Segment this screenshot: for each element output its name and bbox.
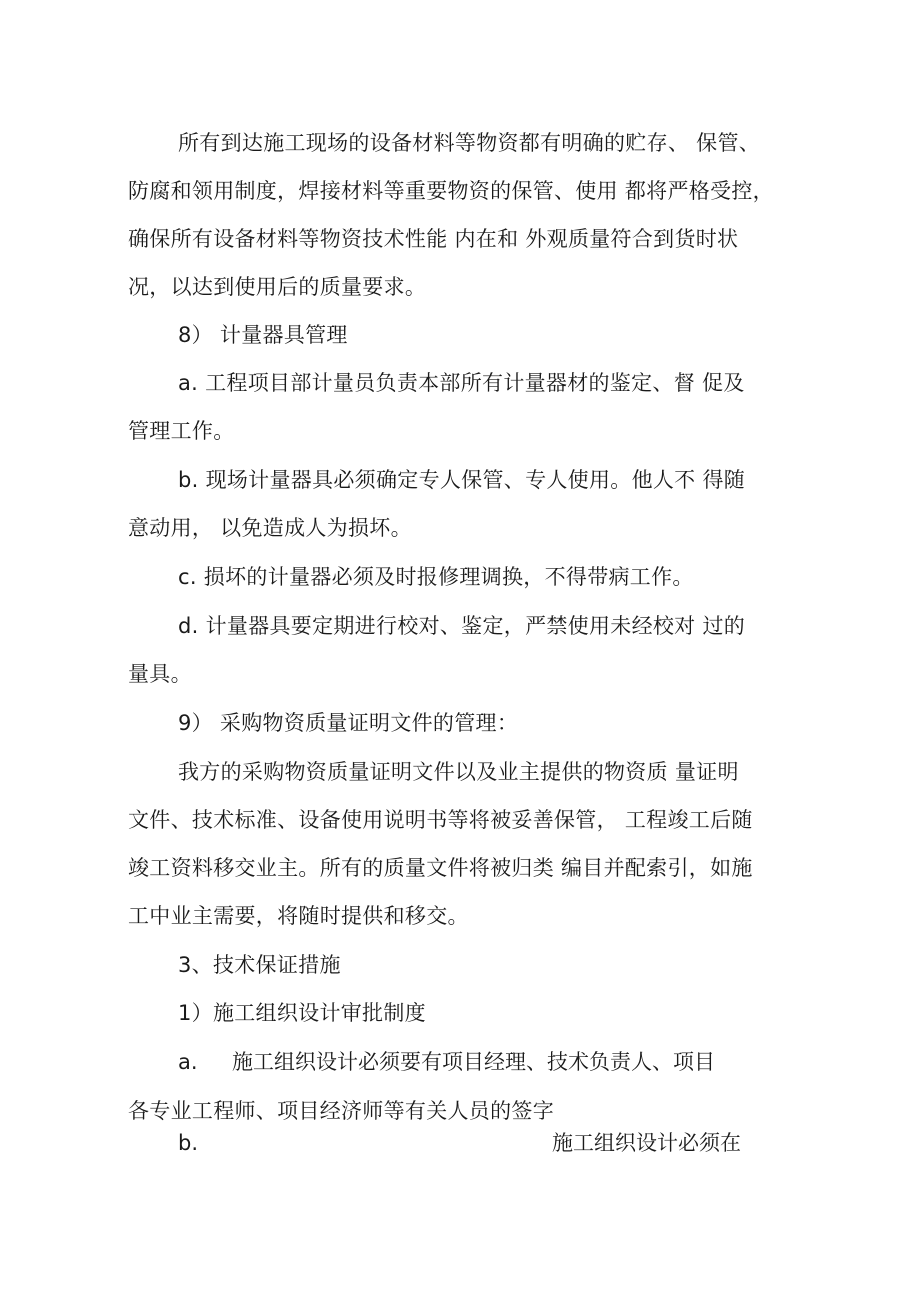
list-item: c. 损坏的计量器必须及时报修理调换，不得带病工作。 (178, 565, 694, 589)
section-heading: 3、技术保证措施 (178, 953, 341, 977)
paragraph-line: 况，以达到使用后的质量要求。 (128, 275, 427, 299)
list-item-continuation: 管理工作。 (128, 419, 235, 443)
list-item: a. 工程项目部计量员负责本部所有计量器材的鉴定、督 促及 (178, 371, 745, 395)
list-item-continuation: 各专业工程师、项目经济师等有关人员的签字 (128, 1099, 554, 1123)
list-item-continuation: 意动用， 以免造成人为损坏。 (128, 516, 412, 540)
list-item: 施工组织设计必须在 (552, 1131, 741, 1155)
subsection-heading: 1）施工组织设计审批制度 (178, 1001, 426, 1025)
list-marker: a. (178, 1050, 198, 1074)
paragraph-line: 我方的采购物资质量证明文件以及业主提供的物资质 量证明 (178, 760, 739, 784)
paragraph-line: 所有到达施工现场的设备材料等物资都有明确的贮存、 保管、 (178, 131, 761, 155)
paragraph-line: 确保所有设备材料等物资技术性能 内在和 外观质量符合到货时状 (128, 227, 739, 251)
paragraph-line: 工中业主需要，将随时提供和移交。 (128, 904, 469, 928)
list-marker: b. (178, 1131, 199, 1155)
list-item: d. 计量器具要定期进行校对、鉴定，严禁使用未经校对 过的 (178, 614, 746, 638)
paragraph-line: 文件、技术标准、设备使用说明书等将被妥善保管， 工程竣工后随 (128, 808, 753, 832)
list-item-continuation: 量具。 (128, 662, 192, 686)
section-heading: 9） 采购物资质量证明文件的管理： (178, 711, 519, 735)
paragraph-line: 竣工资料移交业主。所有的质量文件将被归类 编目并配索引，如施 (128, 856, 753, 880)
list-item: 施工组织设计必须要有项目经理、技术负责人、项目 (232, 1050, 715, 1074)
paragraph-line: 防腐和领用制度，焊接材料等重要物资的保管、使用 都将严格受控， (128, 179, 774, 203)
section-heading: 8） 计量器具管理 (178, 323, 348, 347)
list-item: b. 现场计量器具必须确定专人保管、专人使用。他人不 得随 (178, 468, 746, 492)
